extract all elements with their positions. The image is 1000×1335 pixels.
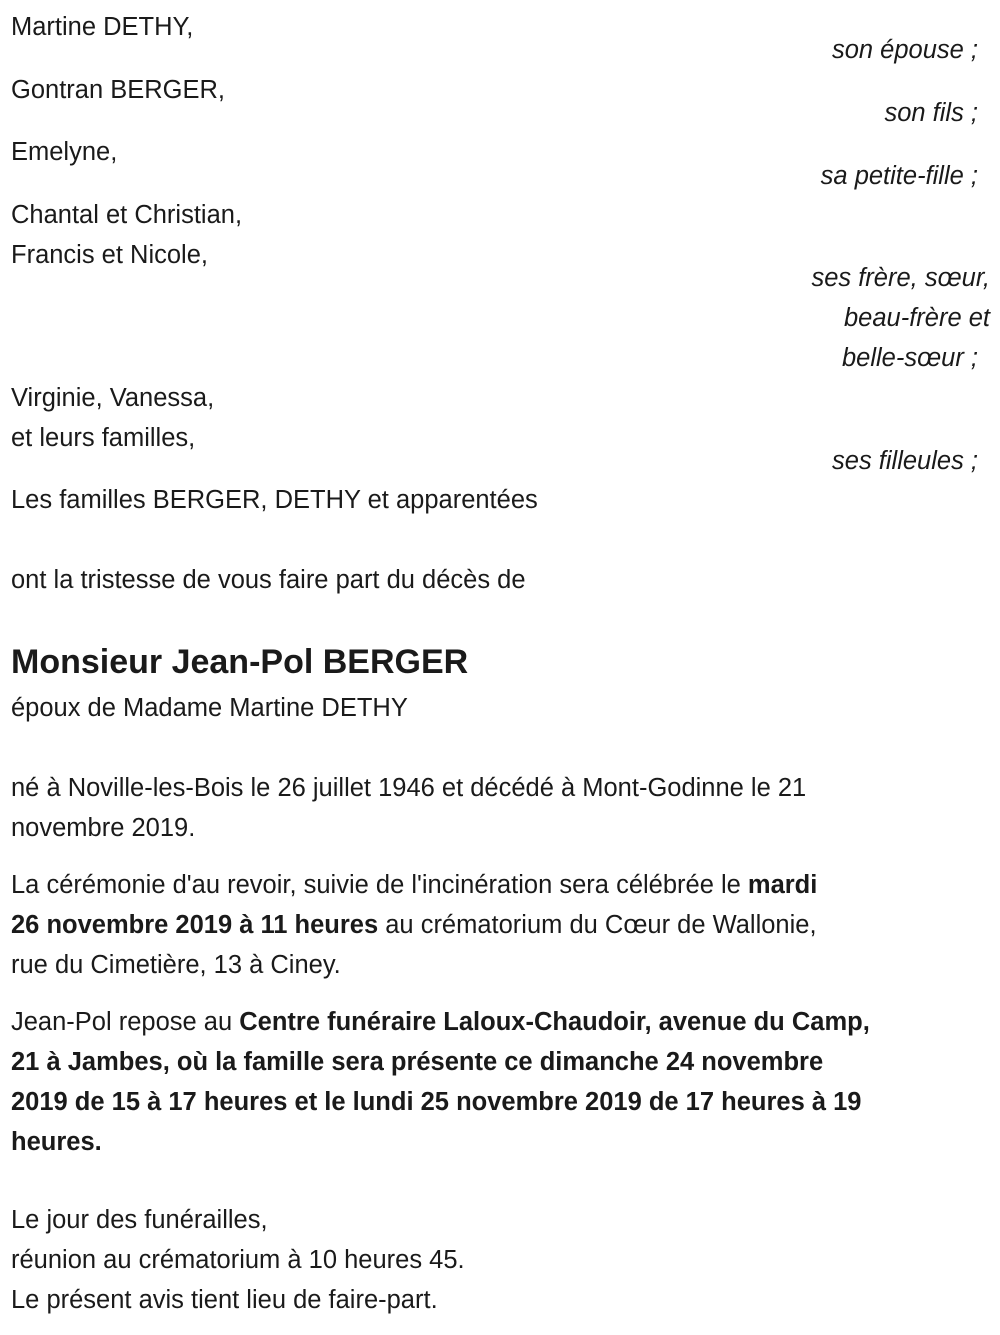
family-relation: ses filleules ; <box>832 447 978 475</box>
family-relation: son fils ; <box>884 99 978 127</box>
rest-line: heures. <box>11 1128 102 1156</box>
rest-line: 2019 de 15 à 17 heures et le lundi 25 novembre 2019 de 17 heures à 19 <box>11 1088 862 1116</box>
family-name: Emelyne, <box>11 138 118 166</box>
deceased-spouse: époux de Madame Martine DETHY <box>11 694 408 722</box>
closing-line: réunion au crématorium à 10 heures 45. <box>11 1246 465 1274</box>
ceremony-bold: 26 novembre 2019 à 11 heures <box>11 911 379 939</box>
family-name: Francis et Nicole, <box>11 241 208 269</box>
family-name: Chantal et Christian, <box>11 201 243 229</box>
ceremony-bold: mardi <box>747 871 818 899</box>
ceremony-line <box>11 905 817 945</box>
birth-death-line: novembre 2019. <box>11 814 196 842</box>
family-name: Martine DETHY, <box>11 13 194 41</box>
family-name: Gontran BERGER, <box>11 76 225 104</box>
rest-line <box>11 1002 870 1042</box>
birth-death-line: né à Noville-les-Bois le 26 juillet 1946 et décédé à Mont-Godinne le 21 <box>11 774 807 802</box>
family-name: et leurs familles, <box>11 424 196 452</box>
family-name: Virginie, Vanessa, <box>11 384 215 412</box>
ceremony-line <box>11 865 817 905</box>
ceremony-line: rue du Cimetière, 13 à Ciney. <box>11 951 341 979</box>
rest-line: 21 à Jambes, où la famille sera présente ce dimanche 24 novembre <box>11 1048 824 1076</box>
ceremony-text: La cérémonie d'au revoir, suivie de l'incinération sera célébrée le <box>11 871 748 899</box>
announcement: ont la tristesse de vous faire part du décès de <box>11 566 526 594</box>
family-relation: ses frère, sœur, <box>811 264 990 292</box>
deceased-name: Monsieur Jean-Pol BERGER <box>11 643 469 681</box>
family-relation: sa petite-fille ; <box>820 162 978 190</box>
family-relation: beau-frère et <box>843 304 990 332</box>
ceremony-text: au crématorium du Cœur de Wallonie, <box>378 911 817 939</box>
rest-text: Jean-Pol repose au <box>11 1008 240 1036</box>
closing-line: Le jour des funérailles, <box>11 1206 268 1234</box>
family-relation: belle-sœur ; <box>841 344 978 372</box>
rest-bold: Centre funéraire Laloux-Chaudoir, avenue du Camp, <box>239 1008 870 1036</box>
family-relation: son épouse ; <box>831 36 978 64</box>
families-line: Les familles BERGER, DETHY et apparentées <box>11 486 538 514</box>
closing-line: Le présent avis tient lieu de faire-part. <box>11 1286 438 1314</box>
